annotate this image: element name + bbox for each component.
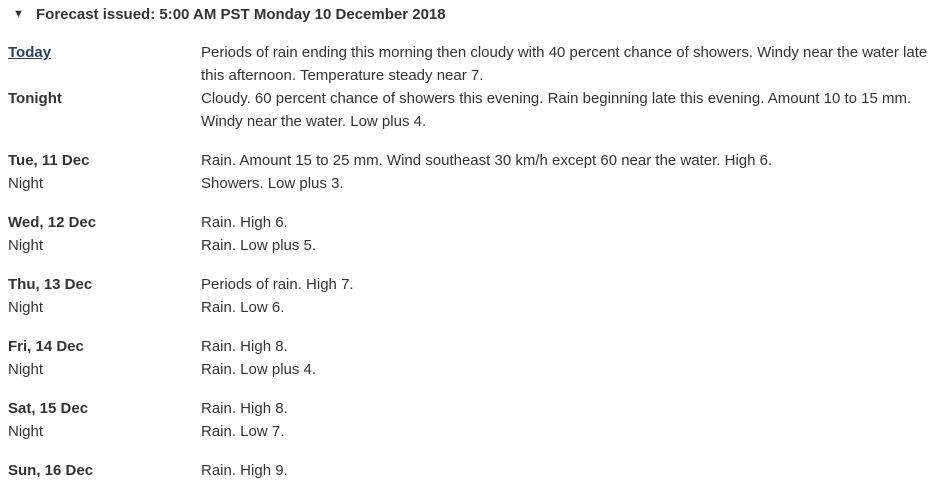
forecast-table: [8, 41, 928, 482]
forecast-row-day: [8, 335, 928, 358]
period-label: Night: [8, 237, 44, 254]
period-label: Night: [8, 299, 44, 316]
forecast-issued-title: Forecast issued: 5:00 AM PST Monday 10 December 2018: [36, 5, 446, 23]
forecast-row-night: [8, 420, 928, 443]
period-label: Tonight: [8, 90, 62, 107]
forecast-row-tonight: [8, 87, 928, 133]
period-forecast-text: Rain. Low 7.: [201, 423, 285, 440]
period-forecast-text: Rain. High 6.: [201, 214, 288, 231]
period-label: Wed, 12 Dec: [8, 214, 97, 231]
period-forecast-text: Rain. Low plus 4.: [201, 361, 317, 378]
collapse-triangle-icon[interactable]: ▼: [13, 8, 24, 20]
today-link[interactable]: Today: [8, 44, 52, 61]
period-forecast-text: Rain. High 8.: [201, 338, 288, 355]
forecast-row-day: [8, 459, 928, 482]
period-label: Sat, 15 Dec: [8, 400, 89, 417]
period-label: Fri, 14 Dec: [8, 338, 84, 355]
forecast-row-night: [8, 358, 928, 381]
forecast-issued-header[interactable]: [13, 4, 446, 24]
period-forecast-text: Periods of rain ending this morning then cloudy with 40 percent chance of showers. Windy near the water late this afternoon. Temperature steady near 7.: [201, 44, 928, 84]
period-forecast-text: Showers. Low plus 3.: [201, 175, 344, 192]
period-forecast-text: Cloudy. 60 percent chance of showers this evening. Rain beginning late this evening. Amount 10 to 15 mm. Windy near the water. Low plus 4.: [201, 90, 912, 130]
period-label: Night: [8, 361, 44, 378]
forecast-row-today: [8, 41, 928, 87]
period-label: Tue, 11 Dec: [8, 152, 90, 169]
period-forecast-text: Rain. High 8.: [201, 400, 288, 417]
forecast-row-day: [8, 273, 928, 296]
forecast-row-night: [8, 172, 928, 195]
period-forecast-text: Rain. Amount 15 to 25 mm. Wind southeast 30 km/h except 60 near the water. High 6.: [201, 152, 773, 169]
period-forecast-text: Rain. Low plus 5.: [201, 237, 317, 254]
period-label: [8, 41, 201, 64]
forecast-row-day: [8, 397, 928, 420]
forecast-row-day: [8, 211, 928, 234]
period-label: Thu, 13 Dec: [8, 276, 93, 293]
period-forecast-text: Periods of rain. High 7.: [201, 276, 354, 293]
period-forecast-text: Rain. High 9.: [201, 462, 288, 479]
period-label: Night: [8, 423, 44, 440]
forecast-row-day: [8, 149, 928, 172]
period-label: Sun, 16 Dec: [8, 462, 94, 479]
period-forecast-text: Rain. Low 6.: [201, 299, 285, 316]
period-label: Night: [8, 175, 44, 192]
forecast-row-night: [8, 296, 928, 319]
forecast-row-night: [8, 234, 928, 257]
